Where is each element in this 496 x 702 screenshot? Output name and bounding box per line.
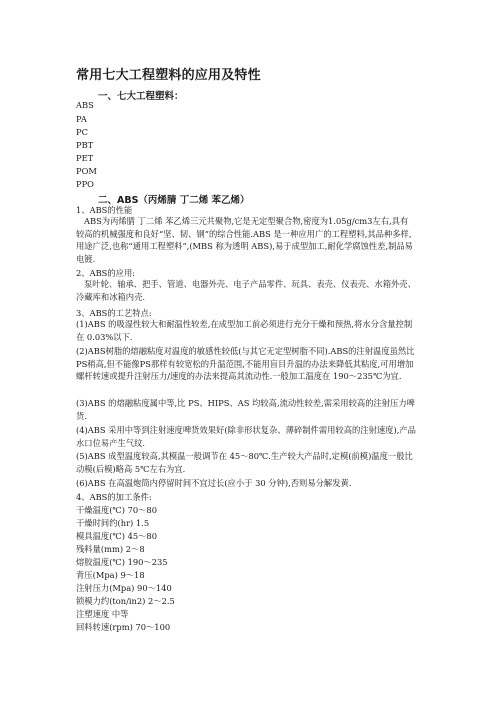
- list-item: 锁模力约(ton/in2) 2～2.5: [76, 596, 175, 606]
- list-item: 注射压力(Mpa) 90～140: [76, 583, 172, 593]
- paragraph-applications: 泵叶轮、轴承、把手、管道、电器外壳、电子产品零件、玩具、表壳、仪表壳、水箱外壳、冷藏库和冰箱内壳.: [76, 279, 416, 302]
- list-item: PBT: [76, 140, 94, 150]
- process-item: (4)ABS 采用中等到注射速度啤货效果好(除非形状复杂、薄碎制件需用较高的注射速度),产品水口位易产生气纹.: [76, 425, 416, 448]
- list-item: 干燥温度(℃) 70～80: [76, 505, 157, 515]
- process-item: (2)ABS树脂的熔融粘度对温度的敏感性较低(与其它无定型树脂不同).ABS的注射温度虽然比PS稍高,但不能像PS那样有较宽松的升温范围,不能用盲目升温的办法来降低其粘度,可用增加螺杆转速或提升注射压力/速度的办法来提高其流动性.一般加工温度在 190～235℃为宜.: [76, 346, 415, 382]
- section-heading-plastics: 一、七大工程塑料：: [98, 91, 184, 102]
- subsection-title-applications: 2、ABS的应用:: [76, 268, 136, 278]
- process-item: (1)ABS 的吸湿性较大和耐温性较差,在成型加工前必须进行充分干燥和预热,将水分含量控制在 0.03%以下.: [76, 319, 413, 342]
- subsection-title-conditions: 4、ABS的加工条件:: [76, 492, 152, 502]
- list-item: 注塑速度 中等: [76, 609, 129, 619]
- process-item: (5)ABS 成型温度较高,其模温一般调节在 45～80℃.生产较大产品时,定模(前模)温度一般比动模(后模)略高 5℃左右为宜.: [76, 451, 413, 474]
- section-heading-abs: 二、ABS（丙烯腈 丁二烯 苯乙烯）: [98, 195, 250, 206]
- list-item: PET: [76, 153, 94, 163]
- subsection-title-properties: 1、ABS的性能: [76, 205, 133, 215]
- list-item: 背压(Mpa) 9～18: [76, 570, 145, 580]
- list-item: PPO: [76, 179, 94, 189]
- list-item: 模具温度(℃) 45～80: [76, 531, 157, 541]
- list-item: PA: [76, 114, 87, 124]
- list-item: 回料转速(rpm) 70～100: [76, 622, 171, 632]
- subsection-title-process: 3、ABS的工艺特点:: [76, 308, 152, 318]
- document-title: 常用七大工程塑料的应用及特性: [76, 68, 261, 83]
- list-item: 残料量(mm) 2～8: [76, 544, 145, 554]
- process-item: (6)ABS 在高温炮筒内停留时间不宜过长(应小于 30 分钟),否则易分解发黄.: [76, 478, 352, 488]
- list-item: 干燥时间约(hr) 1.5: [76, 518, 150, 528]
- list-item: ABS: [76, 100, 94, 110]
- paragraph-properties: ABS为丙烯腈 丁二烯 苯乙烯三元共聚物,它是无定型聚合物,密度为1.05g/cm3左右,具有较高的机械强度和良好“坚、韧、钢”的综合性能.ABS 是一种应用广的工程塑料,其品种多样,用途广泛,也称“通用工程塑料”,(MBS 称为透明 ABS),易于成型加工,耐化学腐蚀性差,制品易电镀.: [76, 216, 413, 265]
- list-item: 熔胶温度(℃) 190～235: [76, 557, 168, 567]
- process-item: (3)ABS 的熔融粘度属中等,比 PS、HIPS、AS 均较高,流动性较差,需采用较高的注射压力啤货.: [76, 398, 415, 421]
- list-item: POM: [76, 166, 97, 176]
- list-item: PC: [76, 127, 88, 137]
